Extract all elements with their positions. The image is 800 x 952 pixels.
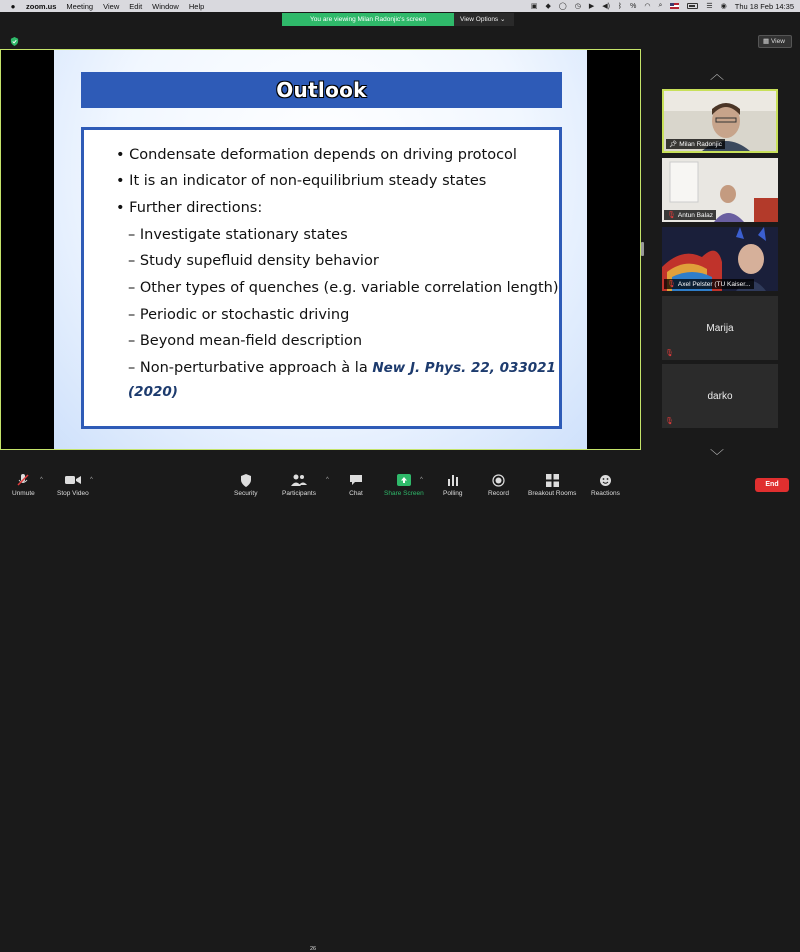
wifi-icon[interactable]: ◠	[644, 3, 651, 10]
menu-meeting[interactable]: Meeting	[66, 1, 94, 11]
breakout-rooms-button[interactable]	[528, 472, 576, 497]
muted-mic-icon: 🎙︎	[667, 212, 676, 219]
security-button[interactable]	[234, 472, 257, 497]
menu-help[interactable]: Help	[188, 1, 205, 11]
participants-button[interactable]	[282, 472, 316, 497]
participant-name: Axel Pelster (TU Kaiser...	[677, 280, 751, 288]
apple-icon[interactable]: ●	[10, 1, 16, 11]
participant-name: Marija	[706, 322, 734, 334]
time-machine-icon[interactable]: ◷	[574, 3, 581, 10]
participant-tile[interactable]	[662, 227, 778, 291]
muted-mic-icon: 🎙︎	[667, 281, 676, 288]
play-icon[interactable]: ▶	[588, 3, 595, 10]
video-camera-icon	[65, 472, 81, 488]
siri-icon[interactable]: ◉	[720, 3, 727, 10]
search-icon[interactable]: ⌕	[658, 2, 663, 9]
video-options-caret-icon[interactable]: ^	[90, 477, 93, 483]
viewing-banner-text: You are viewing Milan Radonjic's screen	[282, 13, 454, 26]
slide-content-box	[81, 127, 562, 429]
polling-label: Polling	[443, 490, 463, 497]
bar-chart-icon	[447, 472, 459, 488]
muted-mic-icon: 🎙︎	[665, 418, 674, 425]
control-center-icon[interactable]: ☰	[706, 3, 713, 10]
stop-video-label: Stop Video	[57, 490, 89, 497]
chat-label: Chat	[349, 490, 363, 497]
chat-bubble-icon	[349, 472, 363, 488]
participant-tile[interactable]	[662, 158, 778, 222]
presentation-slide	[54, 50, 587, 449]
participants-label: Participants	[282, 490, 316, 497]
menu-view[interactable]: View	[103, 1, 120, 11]
muted-mic-icon: 🎙︎	[665, 350, 674, 357]
reference-citation: New J. Phys. 22, 033021	[372, 360, 556, 376]
participant-tile[interactable]	[662, 89, 778, 153]
slide-title-bar	[81, 72, 562, 108]
record-icon	[492, 472, 505, 488]
participant-name: darko	[707, 390, 733, 402]
slide-bullet: • It is an indicator of non-equilibrium steady states	[116, 173, 487, 189]
view-options-button[interactable]: View Options ⌄	[454, 13, 514, 26]
encryption-shield-icon[interactable]	[10, 37, 19, 46]
record-button[interactable]	[488, 472, 509, 497]
viewing-banner	[282, 13, 514, 26]
stop-video-button[interactable]	[57, 472, 89, 497]
volume-icon[interactable]: ◀)	[602, 3, 610, 10]
pin-icon: 📌︎	[669, 141, 678, 148]
unmute-button[interactable]	[12, 472, 35, 497]
slide-sub-bullet: – Other types of quenches (e.g. variable correlation length)	[128, 280, 559, 296]
us-flag-icon[interactable]	[670, 3, 679, 9]
shared-screen[interactable]	[0, 49, 641, 450]
zoom-status-icon[interactable]: ▣	[530, 3, 538, 10]
record-label: Record	[488, 490, 509, 497]
shield-icon	[240, 472, 252, 488]
menu-edit[interactable]: Edit	[129, 1, 143, 11]
slide-sub-bullet: – Study supefluid density behavior	[128, 253, 379, 269]
end-meeting-button[interactable]: End	[755, 478, 789, 492]
slide-sub-bullet: – Beyond mean-field description	[128, 333, 363, 349]
menu-app-name[interactable]: zoom.us	[26, 1, 57, 11]
audio-options-caret-icon[interactable]: ^	[40, 477, 43, 483]
slide-bullet: • Further directions:	[116, 200, 263, 216]
menu-window[interactable]: Window	[152, 1, 179, 11]
participants-caret-icon[interactable]: ^	[326, 477, 329, 483]
messenger-icon[interactable]: ◯	[558, 3, 567, 10]
share-screen-button[interactable]	[384, 472, 424, 497]
grid-icon: ▦	[763, 38, 770, 45]
participant-tile[interactable]	[662, 296, 778, 360]
share-screen-icon	[397, 472, 411, 488]
polling-button[interactable]	[443, 472, 463, 497]
participant-name: Antun Balaz	[677, 211, 713, 219]
battery-percent-icon[interactable]: %	[630, 2, 637, 10]
participant-name-tag	[666, 139, 725, 149]
participant-tile[interactable]	[662, 364, 778, 428]
smiley-icon	[599, 472, 612, 488]
slide-sub-bullet: – Periodic or stochastic driving	[128, 307, 350, 323]
menubar-clock[interactable]: Thu 18 Feb 14:35	[734, 1, 794, 11]
slide-bullet: • Condensate deformation depends on driving protocol	[116, 147, 517, 163]
view-layout-button[interactable]	[758, 35, 792, 48]
view-layout-label: View	[770, 38, 785, 45]
unmute-label: Unmute	[12, 490, 35, 497]
chat-button[interactable]	[349, 472, 363, 497]
battery-icon[interactable]	[687, 3, 698, 9]
participants-icon	[290, 472, 308, 488]
share-screen-label: Share Screen	[384, 490, 424, 497]
participant-name-tag	[664, 279, 754, 289]
macos-menubar	[0, 0, 800, 12]
participant-name-tag	[664, 210, 716, 220]
split-resize-handle[interactable]	[641, 242, 644, 256]
share-options-caret-icon[interactable]: ^	[420, 477, 423, 483]
participant-count-badge: 26	[310, 946, 317, 952]
reactions-label: Reactions	[591, 490, 620, 497]
reactions-button[interactable]	[591, 472, 620, 497]
muted-mic-icon	[16, 472, 30, 488]
breakout-rooms-icon	[546, 472, 559, 488]
gallery-up-arrow-icon[interactable]: ︿	[710, 66, 724, 82]
slide-sub-bullet: – Investigate stationary states	[128, 227, 348, 243]
reference-year-text: (2020)	[128, 384, 178, 400]
slide-title: Outlook	[276, 78, 367, 102]
slide-sub-bullet-text: – Non-perturbative approach à la	[128, 360, 368, 376]
participant-name: Milan Radonjic	[679, 140, 722, 148]
reference-year	[128, 384, 178, 400]
meeting-toolbar	[0, 470, 800, 952]
dropbox-icon[interactable]: ◆	[545, 3, 551, 10]
slide-sub-bullet	[128, 360, 556, 376]
menubar-status-area	[531, 0, 794, 12]
breakout-rooms-label: Breakout Rooms	[528, 490, 577, 497]
security-label: Security	[234, 490, 258, 497]
bluetooth-icon[interactable]: ᛒ	[617, 2, 623, 10]
gallery-down-arrow-icon[interactable]: ﹀	[710, 448, 724, 464]
